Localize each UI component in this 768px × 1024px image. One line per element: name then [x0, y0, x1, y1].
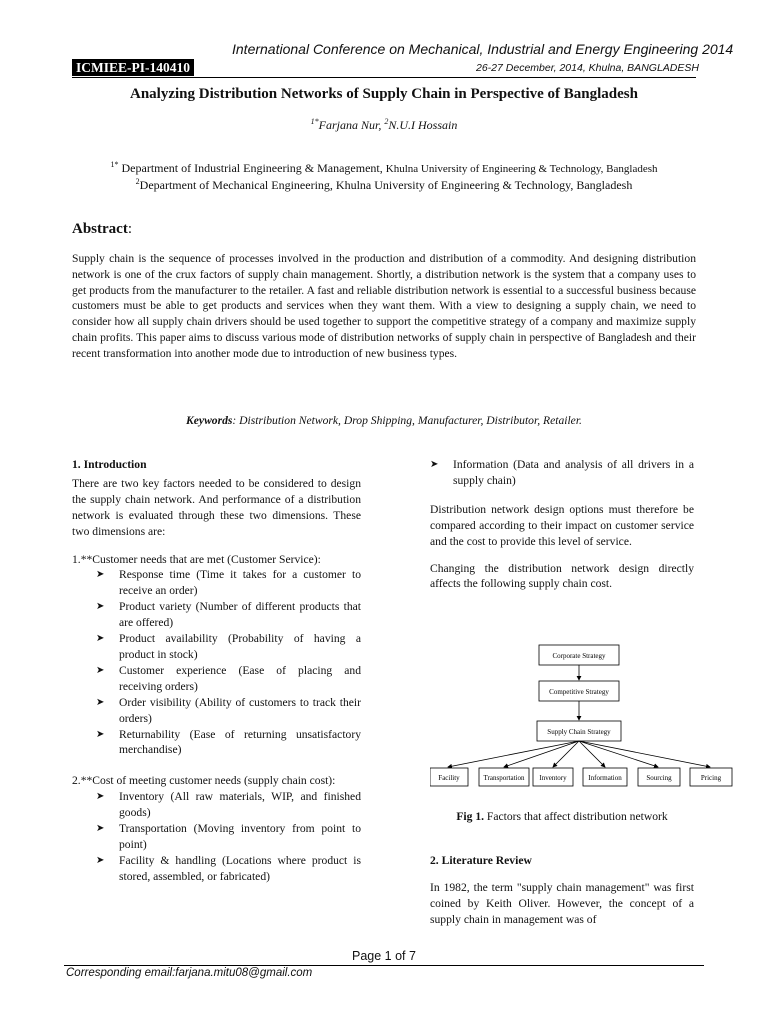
list-item — [72, 853, 361, 885]
arrow-to-inventory — [553, 741, 579, 767]
corresponding-email: Corresponding email:farjana.mitu08@gmail.com — [66, 967, 313, 979]
figure-caption-label: Fig 1. — [456, 810, 485, 823]
customer-needs-list — [72, 567, 361, 758]
list-item-text: Information (Data and analysis of all drivers in a supply chain) — [453, 458, 694, 487]
abstract-heading — [72, 221, 132, 238]
page-number: Page 1 of 7 — [352, 949, 416, 963]
list-item — [72, 567, 361, 599]
arrow-bullet-icon: ➤ — [96, 696, 105, 708]
supply-chain-strategy-label: Supply Chain Strategy — [547, 728, 611, 736]
author1-name: Farjana Nur, — [318, 118, 385, 132]
affiliation-1 — [60, 161, 708, 176]
arrow-bullet-icon: ➤ — [96, 728, 105, 740]
cost-needs-list — [72, 789, 361, 884]
author2-superscript: 2 — [384, 117, 389, 126]
list-item — [72, 821, 361, 853]
list-item — [72, 727, 361, 759]
list-item-text: Product availability (Probability of having a product in stock) — [119, 632, 361, 661]
literature-paragraph: In 1982, the term "supply chain management" was first coined by Keith Oliver. However, the concept of a supply chain in management was of — [430, 880, 694, 926]
cost-needs-title: 2.**Cost of meeting customer needs (supply chain cost): — [72, 774, 336, 788]
literature-section — [430, 853, 694, 928]
abstract-heading-colon: : — [127, 221, 132, 237]
arrow-to-pricing — [579, 741, 710, 767]
affiliation2-superscript: 2 — [135, 177, 140, 186]
abstract-heading-label: Abstract — [72, 221, 128, 237]
sourcing-label: Sourcing — [646, 774, 672, 782]
arrow-bullet-icon: ➤ — [96, 569, 105, 581]
list-item-text: Customer experience (Ease of placing and receiving orders) — [119, 663, 361, 693]
keywords-text: : Distribution Network, Drop Shipping, Manufacturer, Distributor, Retailer. — [232, 414, 582, 427]
abstract-body: Supply chain is the sequence of processes involved in the production and distribution of a commodity. And designing distribution network is one of the crux factors of supply chain management. Shortly, a distribution network is the system that a company uses to get products from the manufacturer to the retailer. A fast and reliable distribution network is essential to a successful business because customers must be able to get products and services when they want them. With a view to designing a supply chain, we need to consider how all supply chain drivers should be used together to support the competitive strategy of a company and maximize supply chain profits. This paper aims to discuss various mode of distribution networks of supply chain in perspective of Bangladesh and their recent transformation into another mode due to introduction of new business types. — [72, 252, 696, 360]
affiliation2-text: Department of Mechanical Engineering, Khulna University of Engineering & Technology, Bangladesh — [139, 178, 633, 192]
list-item — [72, 631, 361, 663]
information-label: Information — [588, 774, 622, 782]
arrow-bullet-icon: ➤ — [96, 633, 105, 645]
design-options-paragraph: Distribution network design options must therefore be compared according to their impact on customer service and the cost to provide this level of service. — [430, 502, 694, 548]
affiliation1-university: Khulna University of Engineering & Technology, Bangladesh — [385, 163, 658, 175]
facility-label: Facility — [438, 774, 460, 782]
author2-name: N.U.I Hossain — [388, 118, 458, 132]
right-column — [430, 457, 694, 592]
list-item — [72, 599, 361, 631]
keywords-label: Keywords — [186, 414, 233, 427]
introduction-heading: 1. Introduction — [72, 458, 147, 471]
footer-divider — [64, 965, 704, 966]
arrow-bullet-icon: ➤ — [96, 823, 105, 835]
literature-heading: 2. Literature Review — [430, 854, 532, 867]
figure-caption — [430, 810, 694, 823]
customer-needs-title: 1.**Customer needs that are met (Customer Service): — [72, 552, 321, 566]
conference-title: International Conference on Mechanical, Industrial and Energy Engineering 2014 — [232, 41, 734, 57]
pricing-label: Pricing — [700, 774, 722, 782]
arrow-to-facility — [448, 741, 579, 767]
affiliation1-department: Department of Industrial Engineering & Management, — [118, 161, 386, 175]
list-item — [72, 789, 361, 821]
list-item-text: Order visibility (Ability of customers to track their orders) — [119, 695, 361, 725]
introduction-paragraph: There are two key factors needed to be considered to design the supply chain network. And performance of a distribution network is evaluated through these two dimensions. These two dimensions are: — [72, 476, 361, 538]
arrow-bullet-icon: ➤ — [96, 791, 105, 803]
list-item-text: Product variety (Number of different products that are offered) — [119, 600, 361, 630]
paper-id-badge: ICMIEE-PI-140410 — [72, 59, 194, 76]
paper-title: Analyzing Distribution Networks of Supply Chain in Perspective of Bangladesh — [130, 86, 638, 102]
arrow-bullet-icon: ➤ — [96, 664, 105, 676]
header-divider — [72, 77, 696, 78]
competitive-strategy-label: Competitive Strategy — [549, 688, 609, 696]
network-cost-paragraph: Changing the distribution network design directly affects the following supply chain cost. — [430, 561, 694, 591]
list-item — [72, 695, 361, 727]
figure-caption-text: Factors that affect distribution network — [484, 810, 668, 823]
information-list — [430, 457, 694, 489]
affiliation-2 — [60, 178, 708, 193]
left-column — [72, 457, 361, 885]
transportation-label: Transportation — [483, 774, 525, 782]
affiliation1-superscript: 1* — [110, 160, 119, 169]
list-item-text: Response time (Time it takes for a customer to receive an order) — [119, 568, 361, 598]
factors-diagram — [430, 640, 768, 800]
list-item-text: Inventory (All raw materials, WIP, and finished goods) — [119, 790, 361, 820]
arrow-bullet-icon: ➤ — [430, 459, 439, 470]
list-item-text: Facility & handling (Locations where product is stored, assembled, or fabricated) — [119, 853, 361, 883]
conference-dates: 26-27 December, 2014, Khulna, BANGLADESH — [476, 62, 699, 74]
list-item-text: Returnability (Ease of returning unsatisfactory merchandise) — [119, 727, 361, 757]
arrow-bullet-icon: ➤ — [96, 854, 105, 866]
arrow-bullet-icon: ➤ — [96, 601, 105, 613]
author1-superscript: 1* — [310, 117, 319, 126]
list-item-text: Transportation (Moving inventory from point to point) — [119, 822, 361, 851]
inventory-label: Inventory — [539, 774, 567, 782]
corporate-strategy-label: Corporate Strategy — [552, 652, 606, 660]
keywords-line — [0, 414, 768, 427]
author-line — [0, 118, 768, 133]
list-item — [430, 457, 694, 489]
list-item — [72, 663, 361, 695]
